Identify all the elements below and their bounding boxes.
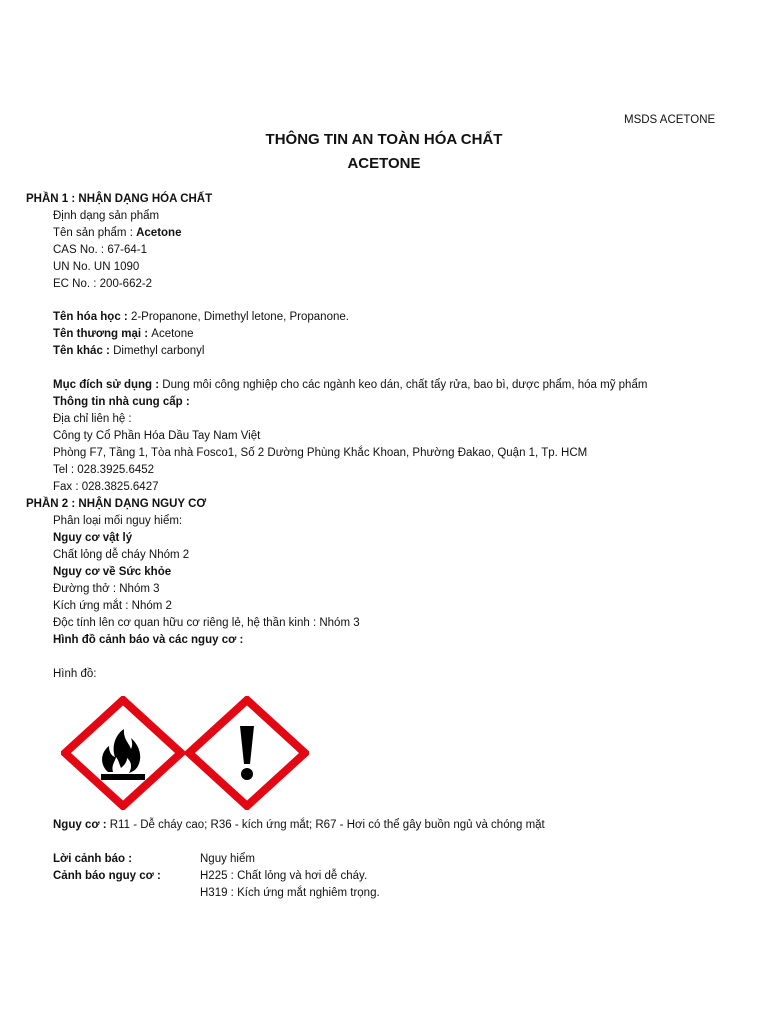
exclamation-icon (185, 696, 309, 810)
risk-value: R11 - Dễ cháy cao; R36 - kích ứng mắt; R67 - Hơi có thể gây buồn ngủ và chóng mặt (109, 819, 545, 831)
risk-label: Nguy cơ : (53, 819, 110, 831)
purpose-label: Mục đích sử dụng : (53, 379, 163, 391)
company-name: Công ty Cổ Phần Hóa Dầu Tay Nam Việt (53, 430, 261, 442)
risk-phrases (53, 819, 545, 831)
pictogram-label: Hình đồ: (53, 668, 97, 680)
doc-id: MSDS ACETONE (624, 114, 716, 126)
chemical-name-label: Tên hóa học : (53, 311, 131, 323)
signal-word-label: Lời cảnh báo : (53, 853, 133, 865)
trade-name-label: Tên thương mại : (53, 328, 152, 340)
pictogram-heading: Hình đồ cảnh báo và các nguy cơ : (53, 634, 244, 646)
trade-name-value: Acetone (151, 328, 194, 340)
signal-word-value: Nguy hiểm (200, 853, 255, 865)
supplier-heading: Thông tin nhà cung cấp : (53, 396, 190, 408)
purpose (53, 379, 647, 391)
flame-icon (61, 696, 185, 810)
section2-heading: PHẦN 2 : NHẬN DẠNG NGUY CƠ (26, 498, 207, 510)
hazard-classification: Phân loại mối nguy hiểm: (53, 515, 183, 527)
health-hazard-item: Đường thở : Nhóm 3 (53, 583, 160, 595)
other-name-value: Dimethyl carbonyl (113, 345, 205, 357)
health-hazard-heading: Nguy cơ về Sức khỏe (53, 566, 172, 578)
physical-hazard-heading: Nguy cơ vật lý (53, 532, 133, 544)
product-name-label: Tên sản phẩm : (53, 227, 137, 239)
chemical-name-value: 2-Propanone, Dimethyl letone, Propanone. (130, 311, 349, 323)
product-format: Định dạng sản phẩm (53, 210, 160, 222)
product-name-value: Acetone (136, 227, 182, 239)
hazard-statement: H319 : Kích ứng mắt nghiêm trọng. (200, 887, 380, 899)
contact-label: Địa chỉ liên hệ : (53, 413, 132, 425)
health-hazard-item: Độc tính lên cơ quan hữu cơ riêng lẻ, hệ thần kinh : Nhóm 3 (53, 617, 360, 629)
purpose-value: Dung môi công nghiệp cho các ngành keo dán, chất tẩy rửa, bao bì, dược phẩm, hóa mỹ phẩm (162, 379, 648, 391)
other-name (53, 345, 204, 357)
product-name (53, 227, 181, 239)
document-subtitle: ACETONE (347, 155, 421, 172)
document-title: THÔNG TIN AN TOÀN HÓA CHẤT (265, 131, 503, 148)
company-address: Phòng F7, Tầng 1, Tòa nhà Fosco1, Số 2 Dường Phùng Khắc Khoan, Phường Đakao, Quận 1, Tp. HCM (53, 447, 588, 459)
cas-number: CAS No. : 67-64-1 (53, 244, 147, 256)
hazard-statement-label: Cảnh báo nguy cơ : (53, 870, 161, 882)
ec-number: EC No. : 200-662-2 (53, 278, 153, 290)
chemical-name (53, 311, 349, 323)
physical-hazard-value: Chất lỏng dễ cháy Nhóm 2 (53, 549, 190, 561)
health-hazard-item: Kích ứng mắt : Nhóm 2 (53, 600, 172, 612)
un-number: UN No. UN 1090 (53, 261, 140, 273)
telephone: Tel : 028.3925.6452 (53, 464, 155, 476)
fax: Fax : 028.3825.6427 (53, 481, 159, 493)
section1-heading: PHẦN 1 : NHẬN DẠNG HÓA CHẤT (26, 193, 213, 205)
other-name-label: Tên khác : (53, 345, 114, 357)
hazard-statement: H225 : Chất lỏng và hơi dễ cháy. (200, 870, 368, 882)
trade-name (53, 328, 193, 340)
